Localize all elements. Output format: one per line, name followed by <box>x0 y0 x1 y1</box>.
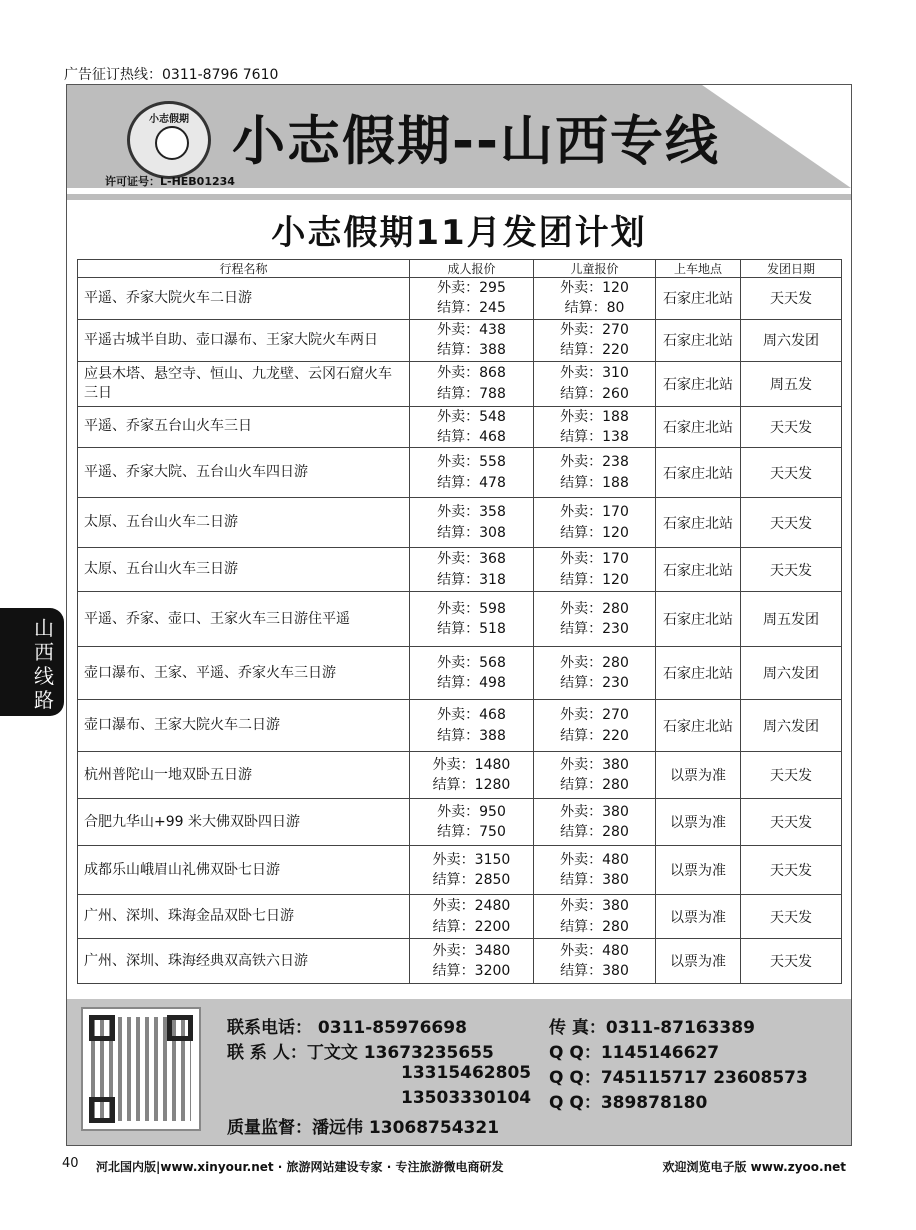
table-row <box>78 448 842 498</box>
table-row <box>78 700 842 752</box>
col-header: 行程名称 <box>78 260 410 278</box>
adult-sell-price: 外卖：868 <box>437 365 506 382</box>
banner-title: 小志假期--山西专线 <box>232 111 720 172</box>
departure-date: 天天发 <box>741 895 842 939</box>
boarding-location: 以票为准 <box>656 846 741 895</box>
adult-settle-price: 结算：388 <box>437 342 506 359</box>
adult-sell-price: 外卖：1480 <box>432 756 511 773</box>
tour-name: 平遥古城半自助、壶口瀑布、王家大院火车两日 <box>78 319 410 361</box>
boarding-location: 石家庄北站 <box>656 319 741 361</box>
tour-name: 太原、五台山火车三日游 <box>78 548 410 592</box>
departure-date: 周六发团 <box>741 319 842 361</box>
child-sell-price: 外卖：310 <box>560 365 629 382</box>
adult-settle-price: 结算：498 <box>437 675 506 692</box>
table-row <box>78 647 842 700</box>
adult-settle-price: 结算：318 <box>437 571 506 588</box>
table-row <box>78 846 842 895</box>
adult-sell-price: 外卖：558 <box>437 454 506 471</box>
adult-settle-price: 结算：750 <box>437 824 506 841</box>
child-price <box>534 895 656 939</box>
adult-settle-price: 结算：2200 <box>432 918 511 935</box>
child-price <box>534 752 656 799</box>
table-row <box>78 592 842 647</box>
adult-price <box>410 799 534 846</box>
contact-qq: Q Q：745115717 23608573 <box>549 1068 808 1088</box>
tour-name: 壶口瀑布、王家大院火车二日游 <box>78 700 410 752</box>
page-number: 40 <box>62 1156 79 1171</box>
boarding-location: 石家庄北站 <box>656 647 741 700</box>
qr-code-icon <box>81 1007 201 1131</box>
child-settle-price: 结算：120 <box>560 571 629 588</box>
boarding-location: 以票为准 <box>656 752 741 799</box>
child-settle-price: 结算：280 <box>560 824 629 841</box>
table-body <box>78 278 842 984</box>
child-price <box>534 700 656 752</box>
departure-date: 天天发 <box>741 278 842 320</box>
adult-price <box>410 406 534 448</box>
tour-name: 成都乐山峨眉山礼佛双卧七日游 <box>78 846 410 895</box>
child-price <box>534 548 656 592</box>
child-sell-price: 外卖：170 <box>560 504 629 521</box>
child-settle-price: 结算：260 <box>560 385 629 402</box>
departure-date: 天天发 <box>741 448 842 498</box>
table-row <box>78 799 842 846</box>
child-settle-price: 结算：138 <box>560 428 629 445</box>
adult-sell-price: 外卖：3150 <box>432 851 511 868</box>
side-tab-label: 山西线路 <box>34 616 54 712</box>
table-row <box>78 752 842 799</box>
child-sell-price: 外卖：238 <box>560 454 629 471</box>
license-number: 许可证号：L-HEB01234 <box>105 175 235 188</box>
child-sell-price: 外卖：170 <box>560 551 629 568</box>
child-sell-price: 外卖：270 <box>560 707 629 724</box>
child-settle-price: 结算：220 <box>560 342 629 359</box>
child-sell-price: 外卖：480 <box>560 851 629 868</box>
departure-date: 天天发 <box>741 939 842 984</box>
child-sell-price: 外卖：480 <box>560 942 629 959</box>
adult-price <box>410 647 534 700</box>
ad-hotline: 广告征订热线：0311-8796 7610 <box>64 67 279 83</box>
boarding-location: 石家庄北站 <box>656 406 741 448</box>
child-settle-price: 结算：230 <box>560 675 629 692</box>
child-sell-price: 外卖：120 <box>560 280 629 296</box>
adult-sell-price: 外卖：598 <box>437 600 506 617</box>
tour-name: 应县木塔、悬空寺、恒山、九龙壁、云冈石窟火车三日 <box>78 361 410 406</box>
table-row <box>78 498 842 548</box>
adult-price <box>410 319 534 361</box>
contact-phone-3: 13503330104 <box>401 1088 532 1108</box>
child-sell-price: 外卖：270 <box>560 321 629 338</box>
table-header-row <box>78 260 842 278</box>
adult-settle-price: 结算：788 <box>437 385 506 402</box>
child-price <box>534 939 656 984</box>
tour-name: 合肥九华山+99 米大佛双卧四日游 <box>78 799 410 846</box>
departure-date: 天天发 <box>741 498 842 548</box>
contact-phone: 联系电话： 0311-85976698 <box>227 1018 467 1038</box>
boarding-location: 以票为准 <box>656 799 741 846</box>
child-settle-price: 结算：120 <box>560 524 629 541</box>
child-sell-price: 外卖：380 <box>560 756 629 773</box>
tour-name: 平遥、乔家、壶口、王家火车三日游住平遥 <box>78 592 410 647</box>
contact-fax: 传 真：0311-87163389 <box>549 1018 755 1038</box>
page-frame <box>66 84 852 1146</box>
adult-sell-price: 外卖：3480 <box>432 942 511 959</box>
table-row <box>78 406 842 448</box>
brand-logo <box>127 101 211 179</box>
child-settle-price: 结算：380 <box>560 963 629 980</box>
table-row <box>78 548 842 592</box>
departure-date: 天天发 <box>741 846 842 895</box>
adult-sell-price: 外卖：548 <box>437 408 506 425</box>
contact-person: 联 系 人：丁文文 13673235655 <box>227 1043 494 1063</box>
departure-date: 天天发 <box>741 548 842 592</box>
table-row <box>78 319 842 361</box>
child-sell-price: 外卖：380 <box>560 803 629 820</box>
boarding-location: 石家庄北站 <box>656 361 741 406</box>
child-settle-price: 结算：188 <box>560 474 629 491</box>
adult-settle-price: 结算：3200 <box>432 963 511 980</box>
child-price <box>534 278 656 320</box>
child-price <box>534 846 656 895</box>
tour-name: 壶口瀑布、王家、平遥、乔家火车三日游 <box>78 647 410 700</box>
footer-website: 欢迎浏览电子版 www.zyoo.net <box>662 1160 846 1174</box>
adult-price <box>410 361 534 406</box>
child-sell-price: 外卖：380 <box>560 898 629 915</box>
col-header: 儿童报价 <box>534 260 656 278</box>
adult-price <box>410 939 534 984</box>
adult-price <box>410 700 534 752</box>
departure-date: 周六发团 <box>741 700 842 752</box>
adult-sell-price: 外卖：295 <box>437 280 506 296</box>
contact-qq: Q Q：1145146627 <box>549 1043 720 1063</box>
adult-sell-price: 外卖：568 <box>437 654 506 671</box>
boarding-location: 以票为准 <box>656 895 741 939</box>
boarding-location: 石家庄北站 <box>656 592 741 647</box>
contact-phone-2: 13315462805 <box>401 1063 532 1083</box>
departure-date: 天天发 <box>741 799 842 846</box>
departure-date: 天天发 <box>741 406 842 448</box>
col-header: 成人报价 <box>410 260 534 278</box>
table-row <box>78 361 842 406</box>
child-price <box>534 406 656 448</box>
child-price <box>534 319 656 361</box>
child-settle-price: 结算：220 <box>560 727 629 744</box>
mascot-icon <box>155 126 189 160</box>
child-price <box>534 361 656 406</box>
adult-settle-price: 结算：245 <box>437 300 506 317</box>
adult-price <box>410 846 534 895</box>
contact-qq: Q Q：389878180 <box>549 1093 708 1113</box>
tour-table <box>77 259 842 984</box>
col-header: 上车地点 <box>656 260 741 278</box>
boarding-location: 石家庄北站 <box>656 548 741 592</box>
child-settle-price: 结算：280 <box>560 918 629 935</box>
child-price <box>534 799 656 846</box>
child-price <box>534 592 656 647</box>
adult-price <box>410 448 534 498</box>
child-price <box>534 498 656 548</box>
adult-settle-price: 结算：478 <box>437 474 506 491</box>
adult-price <box>410 592 534 647</box>
adult-price <box>410 498 534 548</box>
boarding-location: 石家庄北站 <box>656 498 741 548</box>
child-price <box>534 647 656 700</box>
child-price <box>534 448 656 498</box>
child-sell-price: 外卖：280 <box>560 600 629 617</box>
tour-name: 杭州普陀山一地双卧五日游 <box>78 752 410 799</box>
adult-price <box>410 548 534 592</box>
tour-name: 平遥、乔家五台山火车三日 <box>78 406 410 448</box>
adult-settle-price: 结算：2850 <box>432 872 511 889</box>
quality-supervisor: 质量监督：潘远伟 13068754321 <box>227 1118 500 1138</box>
adult-settle-price: 结算：388 <box>437 727 506 744</box>
adult-sell-price: 外卖：950 <box>437 803 506 820</box>
tour-name: 太原、五台山火车二日游 <box>78 498 410 548</box>
adult-sell-price: 外卖：368 <box>437 551 506 568</box>
footer-publisher: 河北国内版|www.xinyour.net · 旅游网站建设专家 · 专注旅游微电商研发 <box>96 1160 504 1174</box>
departure-date: 周五发 <box>741 361 842 406</box>
adult-sell-price: 外卖：2480 <box>432 898 511 915</box>
table-row <box>78 278 842 320</box>
child-sell-price: 外卖：188 <box>560 408 629 425</box>
child-settle-price: 结算：230 <box>560 621 629 638</box>
adult-sell-price: 外卖：468 <box>437 707 506 724</box>
adult-price <box>410 895 534 939</box>
section-side-tab <box>0 608 64 716</box>
child-settle-price: 结算：380 <box>560 872 629 889</box>
adult-settle-price: 结算：308 <box>437 524 506 541</box>
adult-price <box>410 752 534 799</box>
tour-name: 平遥、乔家大院、五台山火车四日游 <box>78 448 410 498</box>
logo-text: 小志假期 <box>149 114 189 125</box>
child-settle-price: 结算：80 <box>564 300 625 317</box>
tour-name: 平遥、乔家大院火车二日游 <box>78 278 410 320</box>
col-header: 发团日期 <box>741 260 842 278</box>
boarding-location: 石家庄北站 <box>656 278 741 320</box>
adult-settle-price: 结算：468 <box>437 428 506 445</box>
adult-sell-price: 外卖：438 <box>437 321 506 338</box>
divider-stripe <box>67 194 851 200</box>
boarding-location: 石家庄北站 <box>656 700 741 752</box>
boarding-location: 石家庄北站 <box>656 448 741 498</box>
boarding-location: 以票为准 <box>656 939 741 984</box>
departure-date: 天天发 <box>741 752 842 799</box>
plan-title: 小志假期11月发团计划 <box>271 213 647 253</box>
table-row <box>78 939 842 984</box>
child-settle-price: 结算：280 <box>560 777 629 794</box>
adult-settle-price: 结算：518 <box>437 621 506 638</box>
departure-date: 周六发团 <box>741 647 842 700</box>
tour-name: 广州、深圳、珠海经典双高铁六日游 <box>78 939 410 984</box>
adult-price <box>410 278 534 320</box>
child-sell-price: 外卖：280 <box>560 654 629 671</box>
adult-settle-price: 结算：1280 <box>432 777 511 794</box>
adult-sell-price: 外卖：358 <box>437 504 506 521</box>
table-row <box>78 895 842 939</box>
departure-date: 周五发团 <box>741 592 842 647</box>
contact-panel <box>67 999 851 1145</box>
tour-name: 广州、深圳、珠海金品双卧七日游 <box>78 895 410 939</box>
